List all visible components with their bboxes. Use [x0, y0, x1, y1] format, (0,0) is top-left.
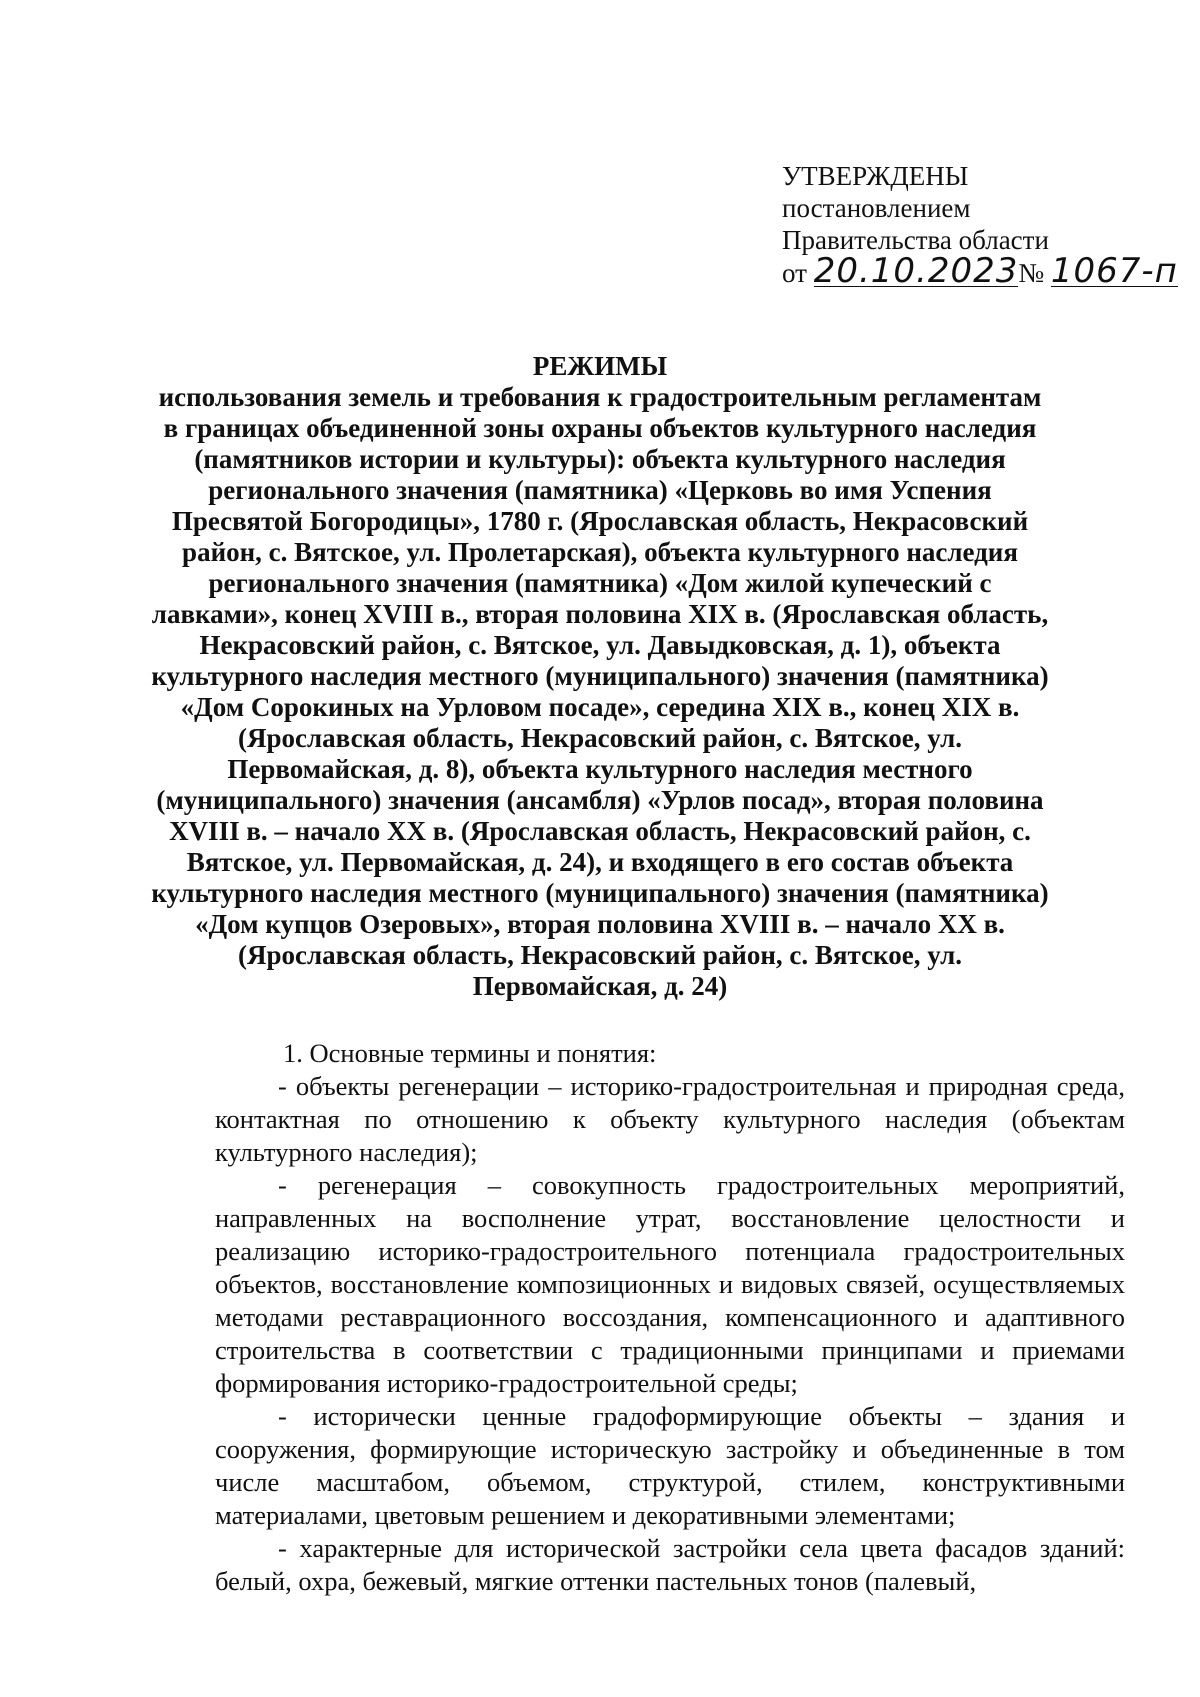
approval-date-line — [782, 251, 1178, 291]
number-prefix: № — [1018, 258, 1045, 288]
term-item: - характерные для исторической застройки села цвета фасадов зданий: белый, охра, бежевый, мягкие оттенки пастельных тонов (палевый, — [215, 1533, 1125, 1596]
section-heading: 1. Основные термины и понятия: — [283, 1038, 657, 1068]
document-body — [215, 1037, 1125, 1598]
term-item: - объекты регенерации – историко-градостроительная и природная среда, контактная по отношению к объекту культурного наследия (объектам культурного наследия); — [215, 1071, 1125, 1167]
date-prefix: от — [782, 258, 807, 288]
title-heading: РЕЖИМЫ — [532, 351, 668, 381]
title-subtitle: использования земель и требования к градостроительным регламентам в границах объединенной зоны охраны объектов культурного наследия (памятников истории и культуры): объекта культурного наследия регионального значения (памятника) «Церковь во имя Успения Пресвятой Богородицы», 1780 г. (Ярославская область, Некрасовский район, с. Вятское, ул. Пролетарская), объекта культурного наследия регионального значения (памятника) «Дом жилой купеческий с лавками», конец XVIII в., вторая половина XIX в. (Ярославская область, Некрасовский район, с. Вятское, ул. Давыдковская, д. 1), объекта культурного наследия местного (муниципального) значения (памятника) «Дом Сорокиных на Урловом посаде», середина XIX в., конец XIX в. (Ярославская область, Некрасовский район, с. Вятское, ул. Первомайская, д. 8), объекта культурного наследия местного (муниципального) значения (ансамбля) «Урлов посад», вторая половина XVIII в. – начало XX в. (Ярославская область, Некрасовский район, с. Вятское, ул. Первомайская, д. 24), и входящего в его состав объекта культурного наследия местного (муниципального) значения (памятника) «Дом купцов Озеровых», вторая половина XVIII в. – начало XX в. (Ярославская область, Некрасовский район, с. Вятское, ул. Первомайская, д. 24) — [151, 382, 1049, 1001]
approval-title: УТВЕРЖДЕНЫ — [782, 161, 969, 191]
term-item: - регенерация – совокупность градостроительных мероприятий, направленных на восполнение утрат, восстановление целостности и реализацию историко-градостроительного потенциала градостроительных объектов, восстановление композиционных и видовых связей, осуществляемых методами реставрационного воссоздания, компенсационного и адаптивного строительства в соответствии с традиционными принципами и приемами формирования историко-градостроительной среды; — [215, 1170, 1125, 1398]
approval-block — [782, 160, 1178, 289]
handwritten-number: 1067-п — [1050, 251, 1178, 291]
handwritten-date: 20.10.2023 — [813, 251, 1019, 291]
approval-line-resolution: постановлением — [782, 193, 971, 223]
document-title — [150, 350, 1050, 1002]
term-item: - исторически ценные градоформирующие объекты – здания и сооружения, формирующие историческую застройку и объединенные в том числе масштабом, объемом, структурой, стилем, конструктивными материалами, цветовым решением и декоративными элементами; — [215, 1401, 1125, 1530]
approval-line-government: Правительства области — [782, 225, 1049, 255]
